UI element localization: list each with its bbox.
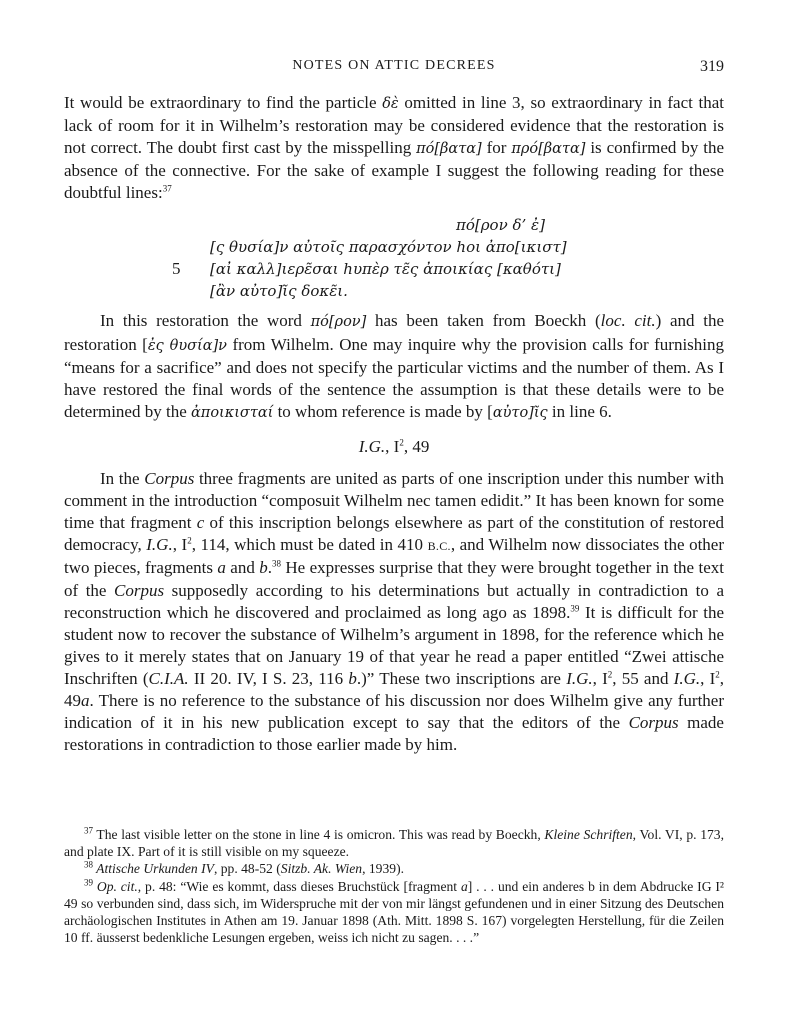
paragraph-2: In this restoration the word πό[ρον] has been taken from Boeckh (loc. cit.) and the restoration [ἐς θυσία]ν from Wilhelm. One may inquire why the provision calls for furnishing “means for a sacrifice” and does not specify the particular victims and the number of them. As I have restored the final words of the sentence the assumption is that these details were to be determined by the ἀποικισταί to whom reference is made by [αὐτο]ι̃ς in line 6. [64,311,725,421]
footnote-ref-37: 37 [162,183,172,194]
running-title: NOTES ON ATTIC DECREES [292,58,496,73]
footnote-39: $^{39}$ Op. cit., p. 48: “Wie es kommt, dass dieses Bruchstück [fragment a] . . . und ein anderes b in dem Abdrucke IG I² 49 so verbunden sind, dass sich, im Widerspruche mit der von mir längst gefundenen und in einer Sitzung des Deutschen archäologischen Institutes in Athen am 19. Januar 1898 (Ath. Mitt. 1898 S. 167) vorgelegten Herstellung, für die Zeilen 10 ff. äusserst bedenkliche Lesungen ergeben, weiss ich nicht zu sagen. . . .” [64,877,724,946]
greek-line-2: [ς θυσία]ν αὐτοῖς παρασχόντον hοι ἀπο[ικιστ] [210,238,567,257]
greek-line-3: [αἰ καλλ]ιερε̃σαι hυπὲρ τε̃ς ἀποικίας [καθότι] [210,260,561,279]
footnote-37: $^{37}$ The last visible letter on the stone in line 4 is omicron. This was read by Boeckh, Kleine Schriften, Vol. VI, p. 173, and plate IX. Part of it is still visible on my squeeze. [64,825,724,860]
paragraph-1: It would be extraordinary to find the particle δὲ omitted in line 3, so extraordinary in fact that lack of room for it in Wilhelm’s restoration may be considered evidence that the restoration is not correct. The doubt first cast by the misspelling πό[βατα] for πρό[βατα] is confirmed by the absence of the connective. For the sake of example I suggest the following reading for these doubtful lines:$^{37}$ [64,93,725,203]
line-number-5: 5 [172,259,181,279]
footnote-ref-38: 38 [271,558,281,569]
greek-line-1: πό[ρον δ’ ἐ] [456,216,545,235]
footnote-ref-39: 39 [570,602,580,613]
footnotes [64,826,724,946]
paragraph-3: In the Corpus three fragments are united as parts of one inscription under this number with comment in the introduction “composuit Wilhelm nec tamen edidit.” It has been known for some time that fragment c of this inscription belongs elsewhere as part of the constitution of restored democracy, I.G., $I^2$, 114, which must be dated in 410 B.C., and Wilhelm now dissociates the other two pieces, fragments a and b.$^{38}$ He expresses surprise that they were brought together in the text of the Corpus supposedly according to his determinations but actually in contradiction to a reconstruction which he discovered and proclaimed as long ago as 1898.39 It is difficult for the student now to recover the substance of Wilhelm’s argument in 1898, for the reference which he gives to it merely states that on January 19 of that year he read a paper entitled “Zwei attische Inschriften (C.I.A. II 20. IV, I S. 23, 116 b.)” These two inscriptions are I.G., $I^2$, 55 and I.G., $I^2$, 49a. There is no reference to the substance of his discussion nor does Wilhelm give any further indication of it in his new publication except to say that the editors of the Corpus made restorations in contradiction to those earlier made by him. [64,469,725,755]
greek-restoration [64,214,724,302]
main-text [64,92,724,756]
greek-line-4: [ἂν αὐτο]ι̃ς δοκε̃ι. [210,282,348,301]
section-heading: I.G., $I^2$, 49 [358,436,430,456]
page-number: 319 [700,58,724,75]
running-head [64,58,724,80]
footnote-38: $^{38}$ Attische Urkunden IV, pp. 48-52 (Sitzb. Ak. Wien, 1939). [84,859,404,877]
